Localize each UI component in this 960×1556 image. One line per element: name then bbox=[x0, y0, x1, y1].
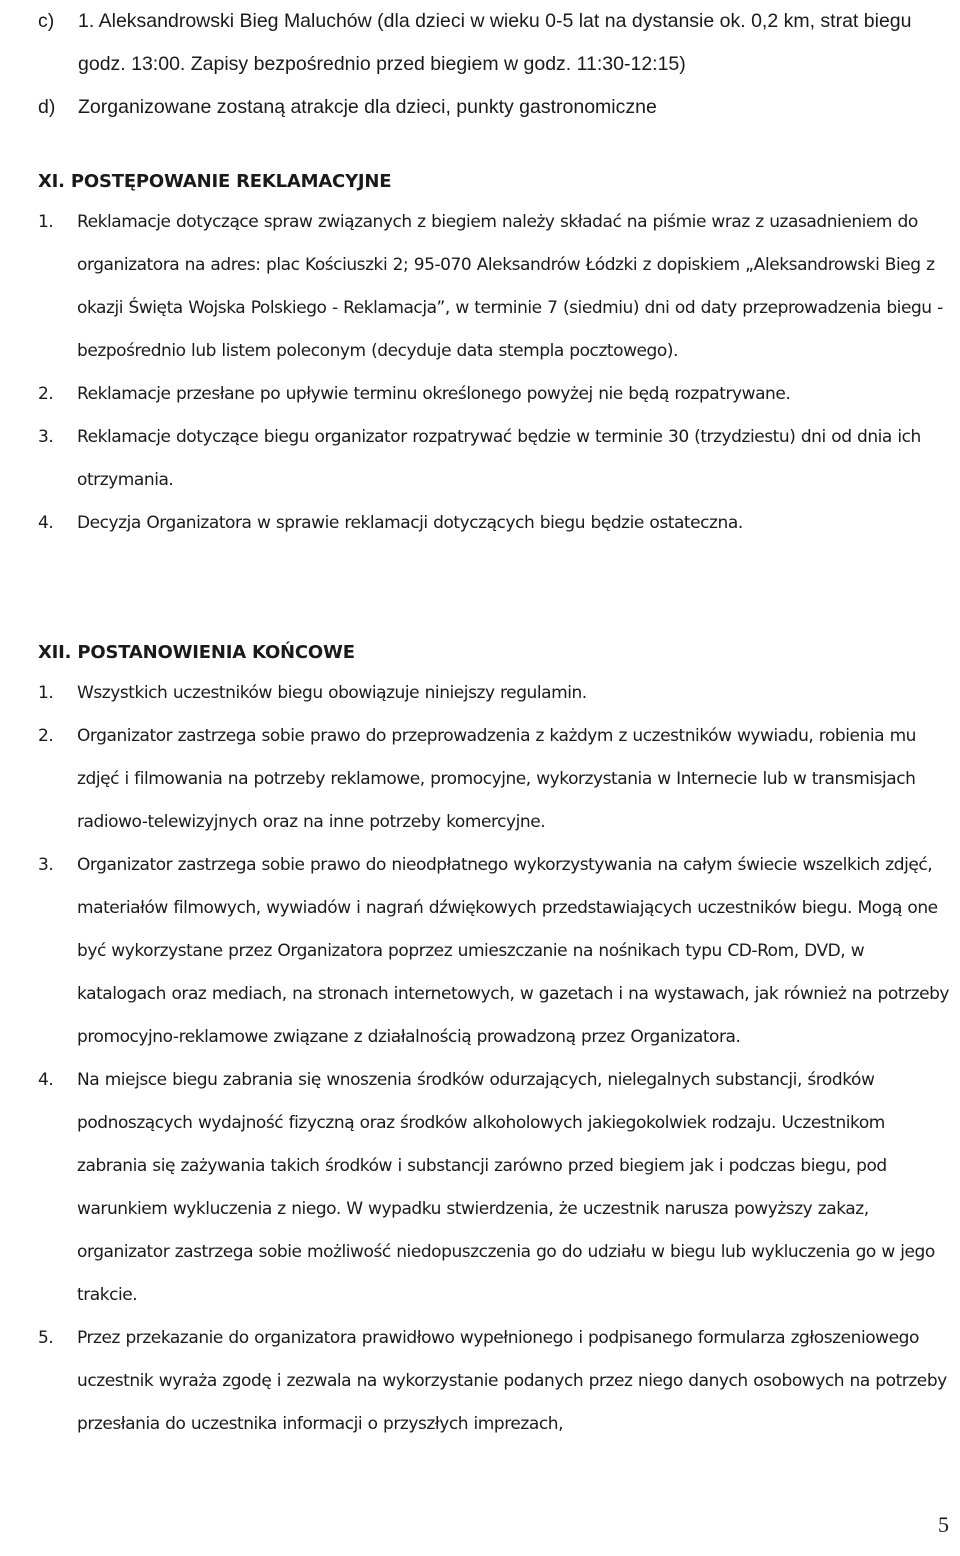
list-item bbox=[38, 672, 958, 715]
list-item bbox=[38, 416, 958, 502]
list-marker: d) bbox=[38, 96, 56, 118]
list-item bbox=[38, 373, 958, 416]
list-marker: 3. bbox=[38, 855, 54, 875]
list-marker: 2. bbox=[38, 726, 54, 746]
list-item-text: Reklamacje przesłane po upływie terminu określonego powyżej nie będą rozpatrywane. bbox=[77, 384, 791, 404]
list-item-text: Reklamacje dotyczące spraw związanych z biegiem należy składać na piśmie wraz z uzasadnieniem do organizatora na adres: plac Kościuszki 2; 95-070 Aleksandrów Łódzki z dopiskiem „Aleksandrowski Bieg z okazji Święta Wojska Polskiego - Reklamacja”, w terminie 7 (siedmiu) dni od daty przeprowadzenia biegu - bezpośrednio lub listem poleconym (decyduje data stempla pocztowego). bbox=[77, 212, 943, 361]
page-number: 5 bbox=[938, 1512, 949, 1537]
list-item bbox=[38, 715, 958, 844]
list-item-text: Na miejsce biegu zabrania się wnoszenia środków odurzających, nielegalnych substancji, środków podnoszących wydajność fizyczną oraz środków alkoholowych jakiegokolwiek rodzaju. Uczestnikom zabrania się zażywania takich środków i substancji zarówno przed biegiem jak i podczas biegu, pod warunkiem wykluczenia z niego. W wypadku stwierdzenia, że uczestnik narusza powyższy zakaz, organizator zastrzega sobie możliwość niedopuszczenia go do udziału w biegu lub wykluczenia go w jego trakcie. bbox=[77, 1070, 935, 1305]
list-item-text: Decyzja Organizatora w sprawie reklamacji dotyczących biegu będzie ostateczna. bbox=[77, 513, 743, 533]
attractions-list bbox=[38, 0, 950, 129]
list-item-c bbox=[38, 0, 950, 86]
section-xii-list bbox=[38, 672, 958, 1446]
list-item-text: Organizator zastrzega sobie prawo do nieodpłatnego wykorzystywania na całym świecie wszelkich zdjęć, materiałów filmowych, wywiadów i nagrań dźwiękowych przedstawiających uczestników biegu. Mogą one być wykorzystane przez Organizatora poprzez umieszczanie na nośnikach typu CD-Rom, DVD, w katalogach oraz mediach, na stronach internetowych, w gazetach i na wystawach, jak również na potrzeby promocyjno-reklamowe związane z działalnością prowadzoną przez Organizatora. bbox=[77, 855, 950, 1047]
list-item bbox=[38, 1317, 958, 1446]
list-marker: 4. bbox=[38, 1070, 54, 1090]
list-item-text: Przez przekazanie do organizatora prawidłowo wypełnionego i podpisanego formularza zgłoszeniowego uczestnik wyraża zgodę i zezwala na wykorzystanie podanych przez niego danych osobowych na potrzeby przesłania do uczestnika informacji o przyszłych imprezach, bbox=[77, 1328, 947, 1434]
section-xi-list bbox=[38, 201, 958, 545]
section-heading-xi: XI. POSTĘPOWANIE REKLAMACYJNE bbox=[38, 171, 392, 192]
list-marker: 1. bbox=[38, 212, 54, 232]
list-marker: 5. bbox=[38, 1328, 54, 1348]
section-heading-xii: XII. POSTANOWIENIA KOŃCOWE bbox=[38, 642, 355, 663]
list-item bbox=[38, 844, 958, 1059]
list-marker: 2. bbox=[38, 384, 54, 404]
list-marker: 4. bbox=[38, 513, 54, 533]
list-item bbox=[38, 201, 958, 373]
list-item bbox=[38, 1059, 958, 1317]
list-item bbox=[38, 502, 958, 545]
list-item-text: Wszystkich uczestników biegu obowiązuje niniejszy regulamin. bbox=[77, 683, 587, 703]
list-item-text: Zorganizowane zostaną atrakcje dla dzieci, punkty gastronomiczne bbox=[78, 96, 657, 118]
list-item-text: 1. Aleksandrowski Bieg Maluchów (dla dzieci w wieku 0-5 lat na dystansie ok. 0,2 km, strat biegu godz. 13:00. Zapisy bezpośrednio przed biegiem w godz. 11:30-12:15) bbox=[78, 10, 912, 75]
list-marker: 1. bbox=[38, 683, 54, 703]
list-marker: c) bbox=[38, 10, 55, 32]
list-item-text: Organizator zastrzega sobie prawo do przeprowadzenia z każdym z uczestników wywiadu, robienia mu zdjęć i filmowania na potrzeby reklamowe, promocyjne, wykorzystania w Internecie lub w transmisjach radiowo-telewizyjnych oraz na inne potrzeby komercyjne. bbox=[77, 726, 916, 832]
list-item-d bbox=[38, 86, 950, 129]
list-item-text: Reklamacje dotyczące biegu organizator rozpatrywać będzie w terminie 30 (trzydziestu) dni od dnia ich otrzymania. bbox=[77, 427, 921, 490]
list-marker: 3. bbox=[38, 427, 54, 447]
